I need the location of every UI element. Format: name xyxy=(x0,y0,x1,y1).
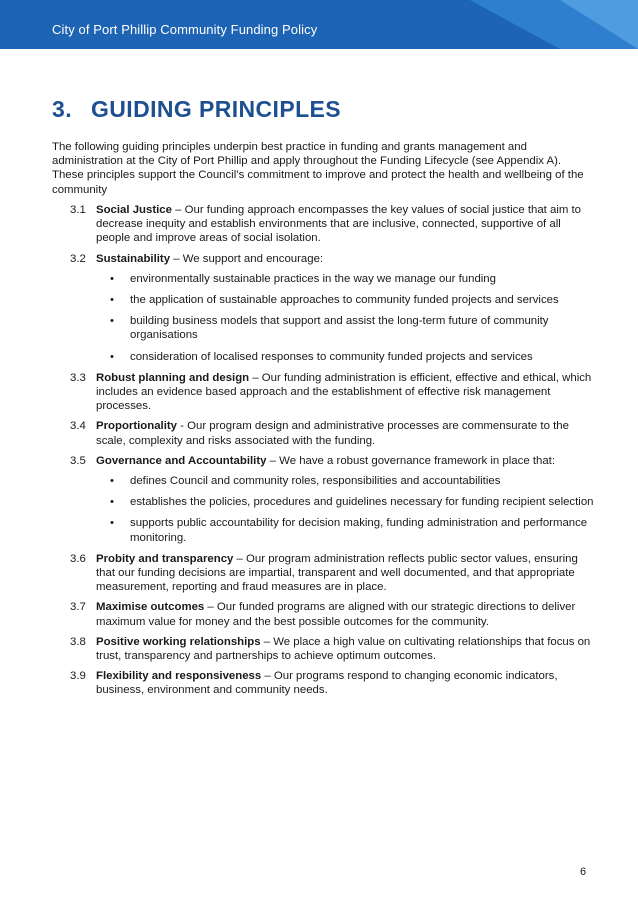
principle-item xyxy=(70,419,594,447)
principle-number: 3.8 xyxy=(70,635,86,648)
bullet-item xyxy=(96,516,594,544)
principle-number: 3.7 xyxy=(70,601,86,614)
bullet-text: defines Council and community roles, responsibilities and accountabilities xyxy=(130,475,501,488)
principle-text: – We place a high value on cultivating relationships that focus on trust, transparency and partnerships to achieve optimum outcomes. xyxy=(96,635,591,663)
bullet-item xyxy=(96,314,594,342)
section-number: 3. xyxy=(52,96,72,122)
principle-body xyxy=(96,419,594,447)
bullet-dot-icon: • xyxy=(110,315,114,328)
bullet-dot-icon: • xyxy=(110,517,114,530)
principle-title: Maximise outcomes xyxy=(96,601,205,614)
bullet-item xyxy=(96,293,594,307)
bullet-text: supports public accountability for decision making, funding administration and performance monitoring. xyxy=(130,517,588,544)
header-title: City of Port Phillip Community Funding Policy xyxy=(52,22,318,37)
bullet-text: environmentally sustainable practices in the way we manage our funding xyxy=(130,272,496,285)
section-title: GUIDING PRINCIPLES xyxy=(91,96,342,122)
principle-item xyxy=(70,203,594,246)
principle-title: Governance and Accountability xyxy=(96,454,267,467)
principle-title: Probity and transparency xyxy=(96,552,234,565)
bullet-text: consideration of localised responses to community funded projects and services xyxy=(130,350,533,363)
principle-item xyxy=(70,552,594,595)
principle-title: Proportionality xyxy=(96,420,178,433)
principle-title: Positive working relationships xyxy=(96,635,261,648)
principle-body xyxy=(96,252,594,266)
bullet-text: the application of sustainable approaches to community funded projects and services xyxy=(130,294,559,307)
principle-body xyxy=(96,552,594,595)
principle-title: Social Justice xyxy=(96,204,172,216)
bullet-dot-icon: • xyxy=(110,294,114,307)
principle-body xyxy=(96,371,594,414)
principles-list xyxy=(70,203,594,704)
bullet-dot-icon: • xyxy=(110,475,114,488)
principle-item xyxy=(70,669,594,697)
section-heading xyxy=(52,96,341,123)
bullet-text: building business models that support and assist the long-term future of community organisations xyxy=(130,315,549,342)
bullet-dot-icon: • xyxy=(110,350,114,363)
principle-body xyxy=(96,669,594,697)
principle-number: 3.1 xyxy=(70,204,86,216)
principle-item xyxy=(70,252,594,364)
principle-body xyxy=(96,203,594,246)
principle-number: 3.4 xyxy=(70,420,86,433)
page-number: 6 xyxy=(580,866,587,878)
principle-number: 3.5 xyxy=(70,454,86,467)
bullet-list xyxy=(96,474,594,545)
bullet-item xyxy=(96,495,594,509)
bullet-item xyxy=(96,272,594,286)
principle-number: 3.6 xyxy=(70,552,86,565)
principle-text: – Our funding administration is efficient, effective and ethical, which includes an evidence based approach and the establishment of effective risk management processes. xyxy=(96,371,592,413)
principle-number: 3.3 xyxy=(70,371,86,384)
principle-number: 3.2 xyxy=(70,252,86,265)
principle-number: 3.9 xyxy=(70,670,86,683)
bullet-text: establishes the policies, procedures and guidelines necessary for funding recipient selection xyxy=(130,496,594,509)
header-band xyxy=(0,0,638,49)
principle-body xyxy=(96,635,594,663)
principle-text: – Our program administration reflects public sector values, ensuring that our funding decisions are impartial, transparent and well documented, and that appropriate measurement, reporting and fraud measures are in place. xyxy=(96,552,578,594)
principle-text: – Our funding approach encompasses the key values of social justice that aim to decrease inequity and establish environments that are inclusive, connected, supportive of all people and improve areas of social isolation. xyxy=(96,204,582,245)
principle-item xyxy=(70,600,594,628)
principle-title: Sustainability xyxy=(96,252,171,265)
principle-title: Flexibility and responsiveness xyxy=(96,670,262,683)
bullet-dot-icon: • xyxy=(110,272,114,285)
intro-paragraph: The following guiding principles underpin best practice in funding and grants management and administration at the City of Port Phillip and apply throughout the Funding Lifecycle (see Appendix A). These principles support the Council’s commitment to improve and protect the health and wellbeing of the community xyxy=(52,141,584,196)
principle-item xyxy=(70,635,594,663)
principle-text: – We have a robust governance framework in place that: xyxy=(266,454,555,467)
bullet-item xyxy=(96,474,594,488)
principle-item xyxy=(70,371,594,414)
principle-text: – Our funded programs are aligned with our strategic directions to deliver maximum value for money and the best possible outcomes for the community. xyxy=(96,601,576,628)
bullet-dot-icon: • xyxy=(110,496,114,509)
principle-body xyxy=(96,454,594,468)
principle-text: - Our program design and administrative processes are commensurate to the scale, complexity and risks associated with the funding. xyxy=(96,420,569,447)
bullet-item xyxy=(96,350,594,364)
principle-text: – We support and encourage: xyxy=(170,252,324,265)
principle-body xyxy=(96,600,594,628)
principle-title: Robust planning and design xyxy=(96,371,250,384)
principle-item xyxy=(70,454,594,545)
bullet-list xyxy=(96,272,594,364)
principle-text: – Our programs respond to changing economic indicators, business, environment and community needs. xyxy=(96,670,558,697)
